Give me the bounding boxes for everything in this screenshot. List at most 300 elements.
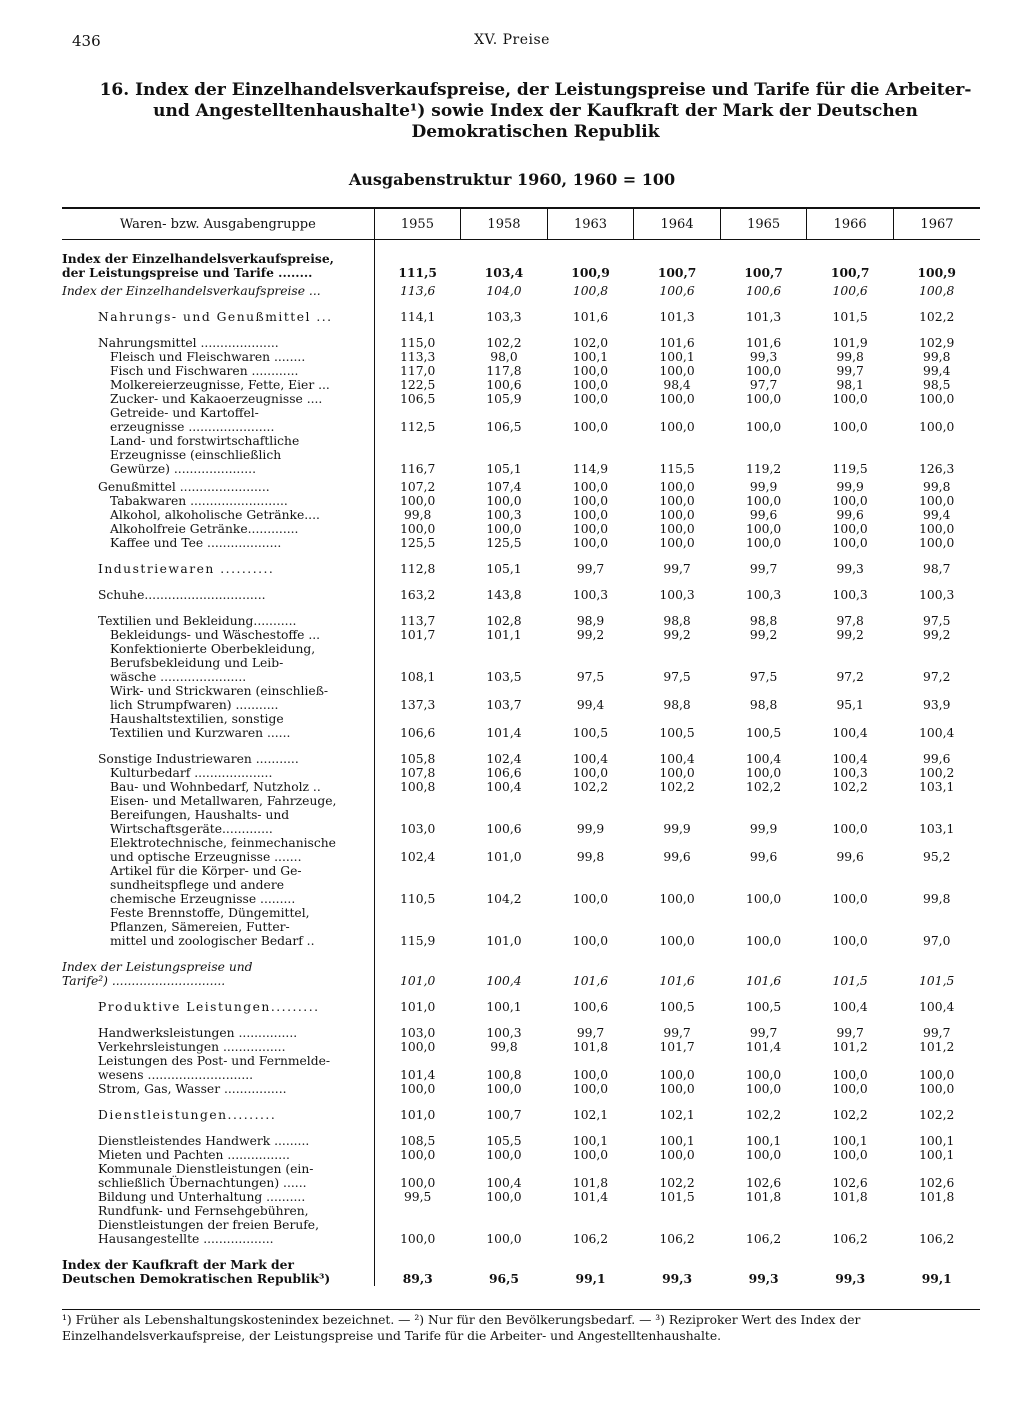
cell-value: 100,4: [572, 752, 609, 766]
cell-value: 101,6: [746, 974, 782, 988]
cell-value: 100,0: [919, 392, 955, 406]
cell-value: 99,9: [836, 480, 864, 494]
cell-value: 99,2: [663, 628, 691, 642]
column-header-year: 1964: [634, 208, 721, 240]
cell-value: 99,6: [749, 850, 778, 864]
table-row: [62, 1246, 980, 1286]
cell-value: 99,1: [575, 1271, 606, 1286]
cell-value: 99,7: [836, 364, 864, 378]
cell-value: 100,4: [919, 726, 955, 740]
cell-value: 100,0: [746, 892, 782, 906]
cell-value: 101,6: [659, 974, 695, 988]
cell-value: 116,7: [374, 434, 461, 476]
row-label: Index der Einzelhandelsverkaufspreise ...: [62, 284, 321, 298]
cell-value: 101,5: [659, 1190, 695, 1204]
cell-value: 100,0: [919, 494, 955, 508]
cell-value: 163,2: [374, 576, 461, 602]
cell-value: 100,0: [572, 420, 609, 434]
cell-value: 100,0: [486, 1148, 522, 1162]
table-header-row: [62, 208, 980, 240]
cell-value: 100,1: [746, 1134, 782, 1148]
cell-value: 100,8: [919, 284, 955, 298]
cell-value: 99,8: [490, 1040, 518, 1054]
table-row: [62, 406, 980, 434]
cell-value: 100,0: [572, 1148, 609, 1162]
cell-value: 106,6: [374, 712, 461, 740]
cell-value: 102,8: [486, 614, 522, 628]
cell-value: 101,8: [572, 1040, 609, 1054]
cell-value: 102,2: [746, 780, 782, 794]
cell-value: 101,0: [486, 934, 522, 948]
cell-value: 101,4: [572, 1190, 609, 1204]
cell-value: 100,3: [746, 588, 782, 602]
cell-value: 100,0: [919, 1082, 955, 1096]
cell-value: 100,0: [659, 1148, 695, 1162]
cell-value: 98,8: [663, 614, 691, 628]
table-row: [62, 712, 980, 740]
cell-value: 106,2: [919, 1232, 955, 1246]
table-row: [62, 494, 980, 508]
row-label: Haushaltstextilien, sonstige Textilien und Kurzwaren ......: [110, 712, 291, 740]
cell-value: 99,7: [749, 1026, 778, 1040]
cell-value: 100,0: [486, 522, 522, 536]
cell-value: 99,4: [923, 364, 951, 378]
cell-value: 112,8: [374, 550, 461, 576]
cell-value: 102,6: [832, 1176, 868, 1190]
cell-value: 96,5: [489, 1271, 519, 1286]
cell-value: 100,0: [374, 1082, 461, 1096]
cell-value: 102,6: [746, 1176, 782, 1190]
cell-value: 143,8: [486, 588, 522, 602]
cell-value: 97,7: [749, 378, 778, 392]
column-header-year: 1965: [720, 208, 807, 240]
row-label: Tabakwaren .........................: [110, 494, 288, 508]
row-label: Bau- und Wohnbedarf, Nutzholz ..: [110, 780, 321, 794]
cell-value: 125,5: [486, 536, 522, 550]
cell-value: 106,6: [486, 766, 522, 780]
cell-value: 99,6: [923, 752, 951, 766]
cell-value: 105,5: [486, 1134, 522, 1148]
cell-value: 100,7: [657, 265, 697, 280]
cell-value: 115,9: [374, 906, 461, 948]
cell-value: 103,3: [486, 310, 522, 324]
cell-value: 100,0: [572, 378, 609, 392]
cell-value: 100,0: [746, 1148, 782, 1162]
table-row: [62, 392, 980, 406]
cell-value: 101,3: [659, 310, 695, 324]
cell-value: 103,1: [919, 780, 955, 794]
cell-value: 99,8: [923, 892, 951, 906]
cell-value: 106,2: [746, 1232, 782, 1246]
row-label: Fleisch und Fleischwaren ........: [110, 350, 306, 364]
cell-value: 101,6: [572, 974, 609, 988]
cell-value: 101,8: [919, 1190, 955, 1204]
cell-value: 102,4: [374, 836, 461, 864]
cell-value: 107,2: [374, 476, 461, 494]
cell-value: 99,2: [576, 628, 605, 642]
cell-value: 103,7: [486, 698, 522, 712]
cell-value: 99,9: [576, 822, 605, 836]
cell-value: 101,5: [832, 310, 868, 324]
cell-value: 100,5: [746, 726, 782, 740]
table-row: [62, 1014, 980, 1040]
column-header-year: 1963: [547, 208, 634, 240]
cell-value: 100,3: [659, 588, 695, 602]
cell-value: 100,0: [746, 766, 782, 780]
cell-value: 125,5: [374, 536, 461, 550]
cell-value: 100,0: [374, 1162, 461, 1190]
table-row: [62, 602, 980, 628]
cell-value: 100,5: [659, 726, 695, 740]
cell-value: 100,0: [832, 1068, 868, 1082]
cell-value: 102,1: [572, 1108, 609, 1122]
cell-value: 101,4: [746, 1040, 782, 1054]
cell-value: 102,2: [486, 336, 522, 350]
cell-value: 100,1: [572, 350, 609, 364]
cell-value: 99,6: [749, 508, 778, 522]
cell-value: 100,0: [919, 1068, 955, 1082]
cell-value: 105,1: [486, 462, 522, 476]
cell-value: 99,7: [663, 562, 691, 576]
cell-value: 97,5: [576, 670, 605, 684]
cell-value: 100,0: [572, 364, 609, 378]
table-row: [62, 740, 980, 766]
cell-value: 100,0: [572, 536, 609, 550]
cell-value: 101,0: [374, 948, 461, 988]
cell-value: 100,3: [832, 766, 868, 780]
cell-value: 99,3: [835, 1271, 866, 1286]
table-row: [62, 280, 980, 298]
cell-value: 119,5: [832, 462, 868, 476]
table-row: [62, 1204, 980, 1246]
cell-value: 122,5: [374, 378, 461, 392]
cell-value: 100,0: [659, 934, 695, 948]
row-label: Elektrotechnische, feinmechanische und optische Erzeugnisse .......: [110, 836, 336, 864]
cell-value: 103,0: [374, 1014, 461, 1040]
cell-value: 93,9: [923, 698, 951, 712]
cell-value: 100,0: [832, 392, 868, 406]
cell-value: 100,6: [832, 284, 868, 298]
column-header-group: Waren- bzw. Ausgabengruppe: [62, 208, 374, 240]
cell-value: 99,6: [836, 850, 864, 864]
row-label: Alkoholfreie Getränke.............: [110, 522, 299, 536]
cell-value: 99,8: [374, 508, 461, 522]
row-label: Mieten und Pachten ................: [98, 1148, 290, 1162]
cell-value: 99,4: [923, 508, 951, 522]
cell-value: 100,0: [659, 392, 695, 406]
cell-value: 99,7: [576, 562, 605, 576]
cell-value: 98,8: [749, 698, 778, 712]
row-label: Produktive Leistungen.........: [98, 1000, 320, 1014]
cell-value: 108,1: [374, 642, 461, 684]
table-row: [62, 1122, 980, 1148]
cell-value: 100,1: [486, 1000, 522, 1014]
cell-value: 105,1: [486, 562, 522, 576]
cell-value: 112,5: [374, 406, 461, 434]
cell-value: 100,0: [486, 494, 522, 508]
table-title: 16. Index der Einzelhandelsverkaufspreise, der Leistungspreise und Tarife für die Arbeiter- und Angestelltenhaushalte¹) sowie Index der Kaufkraft der Mark der Deutschen Demokratischen Republik: [99, 80, 972, 142]
cell-value: 100,6: [486, 378, 522, 392]
cell-value: 102,0: [572, 336, 609, 350]
cell-value: 101,4: [374, 1054, 461, 1082]
cell-value: 100,0: [746, 1082, 782, 1096]
cell-value: 102,2: [832, 780, 868, 794]
cell-value: 113,6: [374, 280, 461, 298]
cell-value: 102,4: [486, 752, 522, 766]
cell-value: 100,0: [832, 536, 868, 550]
cell-value: 117,8: [486, 364, 522, 378]
cell-value: 100,0: [572, 392, 609, 406]
cell-value: 98,7: [923, 562, 951, 576]
cell-value: 107,8: [374, 766, 461, 780]
row-label: Verkehrsleistungen ................: [98, 1040, 286, 1054]
cell-value: 103,5: [486, 670, 522, 684]
cell-value: 103,1: [919, 822, 955, 836]
table-row: [62, 522, 980, 536]
cell-value: 99,8: [836, 350, 864, 364]
cell-value: 114,1: [374, 298, 461, 324]
cell-value: 106,2: [572, 1232, 609, 1246]
table-row: [62, 628, 980, 642]
cell-value: 110,5: [374, 864, 461, 906]
cell-value: 101,7: [659, 1040, 695, 1054]
cell-value: 100,6: [659, 284, 695, 298]
cell-value: 100,0: [572, 480, 609, 494]
cell-value: 99,3: [662, 1271, 693, 1286]
row-label: Dienstleistungen.........: [98, 1108, 277, 1122]
price-index-table-container: [62, 207, 980, 1286]
row-label: Strom, Gas, Wasser ................: [98, 1082, 287, 1096]
cell-value: 99,7: [663, 1026, 691, 1040]
cell-value: 101,6: [572, 310, 609, 324]
cell-value: 100,0: [746, 522, 782, 536]
cell-value: 100,0: [832, 494, 868, 508]
cell-value: 108,5: [374, 1122, 461, 1148]
cell-value: 100,6: [486, 822, 522, 836]
cell-value: 102,2: [659, 780, 695, 794]
row-label: Zucker- und Kakaoerzeugnisse ....: [110, 392, 323, 406]
cell-value: 95,1: [836, 698, 864, 712]
cell-value: 104,2: [486, 892, 522, 906]
table-row: [62, 476, 980, 494]
cell-value: 98,8: [663, 698, 691, 712]
cell-value: 104,0: [486, 284, 522, 298]
cell-value: 100,0: [659, 494, 695, 508]
cell-value: 101,8: [572, 1176, 609, 1190]
table-row: [62, 434, 980, 476]
cell-value: 99,8: [923, 480, 951, 494]
cell-value: 100,6: [572, 1000, 609, 1014]
cell-value: 99,8: [923, 350, 951, 364]
cell-value: 100,0: [572, 1082, 609, 1096]
cell-value: 99,8: [576, 850, 605, 864]
cell-value: 101,0: [374, 1096, 461, 1122]
cell-value: 99,7: [749, 562, 778, 576]
row-label: Kaffee und Tee ...................: [110, 536, 282, 550]
cell-value: 115,5: [659, 462, 695, 476]
row-label: Handwerksleistungen ...............: [98, 1026, 298, 1040]
table-row: [62, 536, 980, 550]
table-row: [62, 766, 980, 780]
price-index-table: [62, 207, 980, 1286]
cell-value: 103,4: [484, 265, 524, 280]
cell-value: 100,0: [659, 766, 695, 780]
cell-value: 100,0: [486, 1082, 522, 1096]
cell-value: 100,8: [572, 284, 609, 298]
cell-value: 106,2: [659, 1232, 695, 1246]
cell-value: 99,3: [748, 1271, 779, 1286]
row-label: Dienstleistendes Handwerk .........: [98, 1134, 310, 1148]
cell-value: 102,2: [919, 1108, 955, 1122]
row-label: Feste Brennstoffe, Düngemittel, Pflanzen, Sämereien, Futter- mittel und zoologischer Bedarf ..: [110, 906, 315, 948]
cell-value: 98,4: [663, 378, 691, 392]
table-row: [62, 794, 980, 836]
row-label: Industriewaren ..........: [98, 562, 275, 576]
column-header-year: 1967: [893, 208, 980, 240]
row-label: Sonstige Industriewaren ...........: [98, 752, 299, 766]
cell-value: 102,2: [572, 780, 609, 794]
table-row: [62, 948, 980, 988]
cell-value: 111,5: [374, 240, 461, 281]
cell-value: 100,0: [659, 420, 695, 434]
cell-value: 101,6: [746, 336, 782, 350]
row-label: Land- und forstwirtschaftliche Erzeugnisse (einschließlich Gewürze) .....................: [110, 434, 300, 476]
cell-value: 100,6: [746, 284, 782, 298]
cell-value: 100,1: [919, 1134, 955, 1148]
row-label: Bekleidungs- und Wäschestoffe ...: [110, 628, 321, 642]
cell-value: 119,2: [746, 462, 782, 476]
cell-value: 101,5: [919, 974, 955, 988]
cell-value: 106,2: [832, 1232, 868, 1246]
table-row: [62, 1162, 980, 1190]
cell-value: 100,4: [486, 1176, 522, 1190]
cell-value: 100,1: [919, 1148, 955, 1162]
cell-value: 100,0: [832, 822, 868, 836]
table-row: [62, 780, 980, 794]
table-row: [62, 378, 980, 392]
table-row: [62, 350, 980, 364]
cell-value: 100,1: [832, 1134, 868, 1148]
cell-value: 97,2: [923, 670, 951, 684]
table-row: [62, 836, 980, 864]
cell-value: 113,3: [374, 350, 461, 364]
table-row: [62, 1190, 980, 1204]
cell-value: 100,0: [659, 480, 695, 494]
row-label: Artikel für die Körper- und Ge- sundheitspflege und andere chemische Erzeugnisse .........: [110, 864, 302, 906]
cell-value: 102,9: [919, 336, 955, 350]
cell-value: 99,1: [921, 1271, 952, 1286]
cell-value: 100,0: [832, 522, 868, 536]
cell-value: 100,0: [919, 420, 955, 434]
cell-value: 100,0: [486, 1232, 522, 1246]
column-header-year: 1955: [374, 208, 461, 240]
cell-value: 99,2: [836, 628, 864, 642]
cell-value: 102,2: [832, 1108, 868, 1122]
cell-value: 100,0: [919, 522, 955, 536]
cell-value: 100,0: [486, 1190, 522, 1204]
cell-value: 101,0: [374, 988, 461, 1014]
cell-value: 99,3: [749, 350, 778, 364]
cell-value: 97,0: [923, 934, 951, 948]
cell-value: 102,1: [659, 1108, 695, 1122]
cell-value: 100,5: [746, 1000, 782, 1014]
cell-value: 113,7: [374, 602, 461, 628]
cell-value: 114,9: [572, 462, 609, 476]
row-label: Kulturbedarf ....................: [110, 766, 273, 780]
cell-value: 101,8: [832, 1190, 868, 1204]
section-header: XV. Preise: [474, 32, 550, 48]
cell-value: 100,0: [832, 1148, 868, 1162]
cell-value: 100,3: [832, 588, 868, 602]
cell-value: 101,8: [746, 1190, 782, 1204]
cell-value: 95,2: [923, 850, 951, 864]
cell-value: 99,9: [749, 822, 778, 836]
cell-value: 100,7: [830, 265, 870, 280]
table-body: [62, 240, 980, 1287]
cell-value: 100,3: [486, 508, 522, 522]
table-row: [62, 1054, 980, 1082]
row-label: Leistungen des Post- und Fernmelde- wesens ...........................: [98, 1054, 331, 1082]
column-header-year: 1966: [807, 208, 894, 240]
cell-value: 100,0: [746, 392, 782, 406]
footnote-line: Einzelhandelsverkaufspreise, der Leistungspreise und Tarife für die Arbeiter- und Angestelltenhaushalte.: [62, 1329, 722, 1343]
cell-value: 100,0: [659, 892, 695, 906]
row-label: Eisen- und Metallwaren, Fahrzeuge, Bereifungen, Haushalts- und Wirtschaftsgeräte.............: [110, 794, 337, 836]
cell-value: 98,8: [749, 614, 778, 628]
cell-value: 100,0: [832, 892, 868, 906]
cell-value: 102,2: [919, 310, 955, 324]
cell-value: 99,2: [923, 628, 951, 642]
cell-value: 100,0: [374, 1148, 461, 1162]
cell-value: 100,0: [832, 1082, 868, 1096]
table-row: [62, 1148, 980, 1162]
row-label: Getreide- und Kartoffel- erzeugnisse ......................: [110, 406, 275, 434]
row-label: Schuhe...............................: [98, 588, 266, 602]
table-row: [62, 864, 980, 906]
table-row: [62, 906, 980, 948]
cell-value: 99,2: [749, 628, 778, 642]
cell-value: 100,0: [746, 536, 782, 550]
cell-value: 100,0: [374, 1204, 461, 1246]
cell-value: 99,9: [663, 822, 691, 836]
cell-value: 100,7: [744, 265, 783, 280]
row-label: Textilien und Bekleidung...........: [98, 614, 297, 628]
page-number: 436: [72, 32, 101, 50]
cell-value: 100,2: [919, 766, 955, 780]
cell-value: 100,3: [486, 1026, 522, 1040]
cell-value: 103,0: [374, 794, 461, 836]
column-header-year: 1958: [461, 208, 548, 240]
row-label: Konfektionierte Oberbekleidung, Berufsbekleidung und Leib- wäsche ......................: [110, 642, 316, 684]
cell-value: 105,9: [486, 392, 522, 406]
cell-value: 100,7: [486, 1108, 522, 1122]
cell-value: 100,0: [832, 934, 868, 948]
cell-value: 100,4: [486, 780, 522, 794]
table-row: [62, 1040, 980, 1054]
cell-value: 102,2: [659, 1176, 695, 1190]
table-row: [62, 988, 980, 1014]
cell-value: 100,0: [746, 364, 782, 378]
cell-value: 100,0: [746, 420, 782, 434]
cell-value: 99,9: [749, 480, 778, 494]
cell-value: 100,0: [572, 522, 609, 536]
cell-value: 99,7: [576, 1026, 605, 1040]
row-label: Nahrungs- und Genußmittel ...: [98, 310, 333, 324]
cell-value: 97,5: [749, 670, 778, 684]
row-label: Fisch und Fischwaren ............: [110, 364, 299, 378]
cell-value: 101,4: [486, 726, 522, 740]
table-row: [62, 684, 980, 712]
